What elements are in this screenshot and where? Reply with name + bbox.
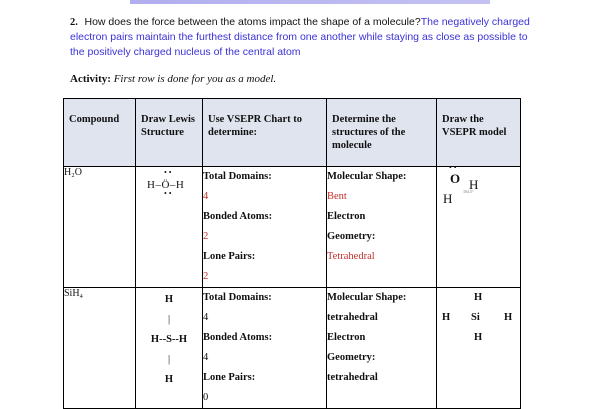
electron-geometry-label: Geometry: [327,231,376,242]
compound-cell: SiH₄ [64,288,136,409]
electron-geometry-value: Tetrahedral [327,251,375,262]
hydrogen-atom: H [443,191,453,206]
bonded-atoms-label: Bonded Atoms: [203,211,273,222]
molecular-shape-label: Molecular Shape: [327,171,407,182]
vsepr-table [63,98,521,409]
lone-pairs-label: Lone Pairs: [203,372,256,383]
header-vsepr-model: Draw the VSEPR model [437,99,521,167]
electron-geometry-label: Geometry: [327,352,376,363]
molecular-shape-value: tetrahedral [327,312,378,323]
lewis-structure-sih4 [136,288,202,390]
vsepr-model-sih4 [437,288,520,368]
lone-pair-dots: •• [449,163,459,172]
bonded-atoms-label: Bonded Atoms: [203,332,273,343]
silicon-atom: Si [471,312,480,323]
lewis-formula: H–Ö–H [147,179,185,191]
vsepr-model-cell [437,163,521,288]
table-header-row [64,99,521,167]
lewis-cell [136,167,203,288]
molecular-shape-label: Molecular Shape: [327,292,407,303]
lone-pairs-label: Lone Pairs: [203,251,256,262]
question-answer: The negatively charged electron pairs maintain the furthest distance from one another while staying as close as possible to the positively charged nucleus of the central atom [70,16,530,58]
lewis-cell [136,288,203,409]
header-compound: Compound [64,99,136,167]
total-domains-value: 4 [203,312,209,323]
hydrogen-atom: H [504,312,513,323]
vsepr-chart-cell [203,167,327,288]
electron-geometry-label: Electron [327,211,366,222]
lone-pairs-value: 2 [203,271,209,282]
structures-cell [327,167,437,288]
hydrogen-atom: H [474,292,483,303]
electron-geometry-label: Electron [327,332,366,343]
bond-angle-label: 104.5° [463,189,474,194]
molecular-shape-value: Bent [327,191,347,202]
total-domains-value: 4 [203,191,209,202]
hydrogen-atom: H [442,312,451,323]
total-domains-label: Total Domains: [203,171,272,182]
table-row [64,167,521,288]
lewis-structure-h2o [136,167,202,227]
vsepr-model-cell [437,288,521,409]
lone-pairs-value: 0 [203,392,209,403]
lewis-bond: | [167,354,171,365]
vsepr-model-h2o [437,163,520,237]
cutoff-text-fragment [130,0,490,4]
compound-cell: H₂O [64,167,136,288]
question-text: How does the force between the atoms impact the shape of a molecule? [84,16,421,28]
activity-instruction: First row is done for you as a model. [113,73,277,85]
bonded-atoms-value: 4 [203,352,209,363]
oxygen-atom: O [450,171,461,186]
lewis-atom: H [164,374,174,385]
lewis-middle: H--S--H [150,334,188,345]
question-number: 2. [70,17,78,28]
header-structures: Determine the structures of the molecule [327,99,437,167]
header-vsepr-chart: Use VSEPR Chart to determine: [203,99,327,167]
lewis-bond: | [167,314,171,325]
lone-pair-dots: •• [164,189,174,198]
vsepr-chart-cell [203,288,327,409]
lewis-atom: H [164,294,174,305]
question-2 [70,15,540,60]
bonded-atoms-value: 2 [203,231,209,242]
header-lewis: Draw Lewis Structure [136,99,203,167]
total-domains-label: Total Domains: [203,292,272,303]
hydrogen-atom: H [469,177,479,192]
activity-line [70,73,276,85]
activity-label: Activity: [70,73,111,85]
hydrogen-atom: H [474,332,483,343]
lone-pair-dots: •• [164,168,174,177]
structures-cell [327,288,437,409]
table-row [64,288,521,409]
electron-geometry-value: tetrahedral [327,372,378,383]
